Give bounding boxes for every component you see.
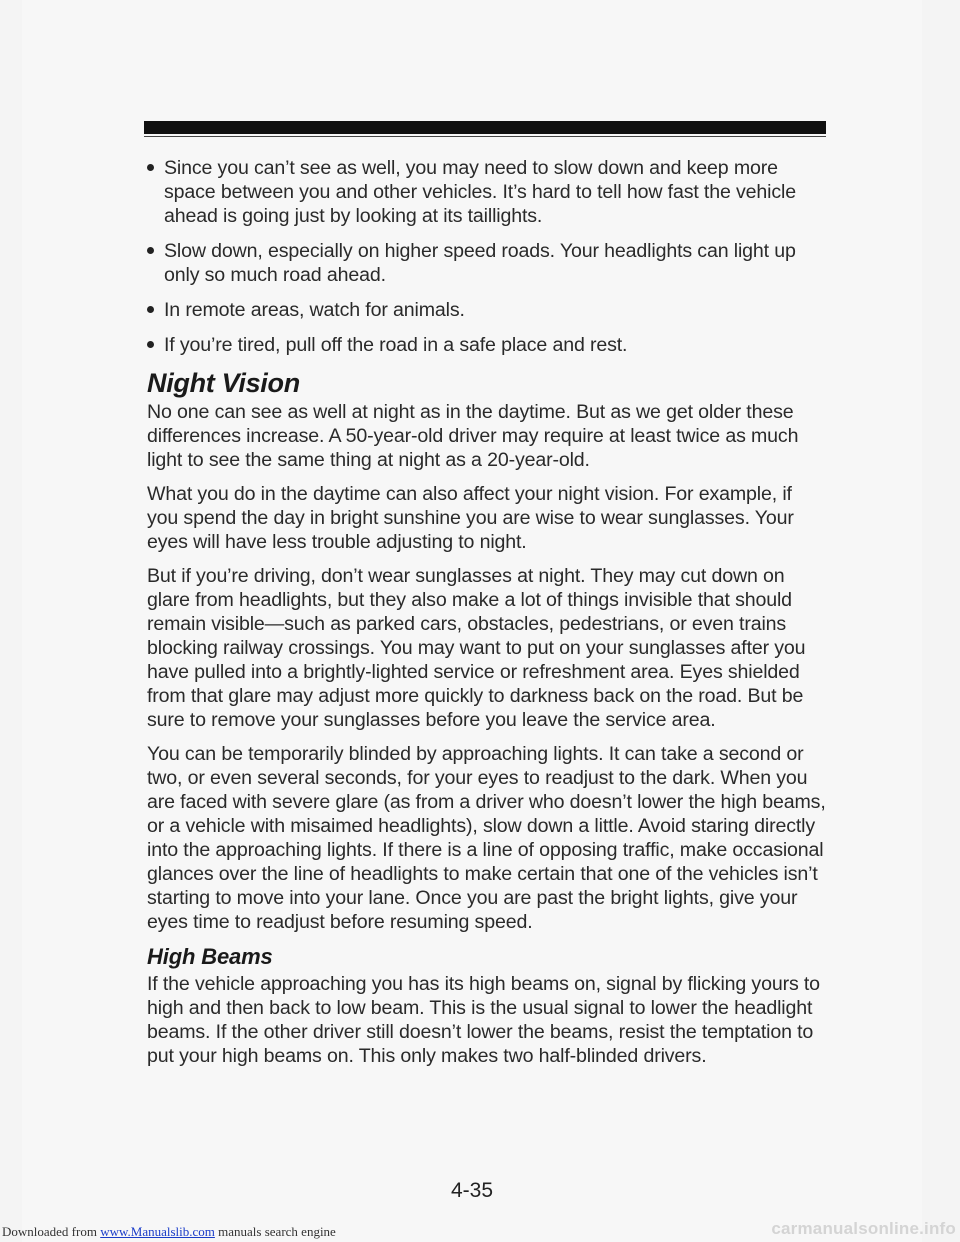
paragraph: But if you’re driving, don’t wear sunglasses at night. They may cut down on glare from headlights, but they also make a lot of things invisible that should remain visible—such as parked cars, obstacles, pedestrians, or even trains blocking railway crossings. You may want to put on your sunglasses after you have pulled into a brightly-lighted service or refreshment area. Eyes shielded from that glare may adjust more quickly to darkness back on the road. But be sure to remove your sunglasses before you leave the service area. [147, 565, 806, 731]
list-item-text: In remote areas, watch for animals. [164, 299, 465, 321]
watermark: carmanualsonline.info [771, 1219, 956, 1238]
manual-page [22, 0, 922, 1242]
bullet-icon [147, 341, 154, 348]
header-rule [144, 121, 826, 134]
list-item-text: Slow down, especially on higher speed roads. Your headlights can light up only so much road ahead. [164, 240, 796, 286]
tips-list [147, 156, 827, 357]
list-item-text: Since you can’t see as well, you may need to slow down and keep more space between you and other vehicles. It’s hard to tell how fast the vehicle ahead is going just by looking at its taillights. [164, 157, 796, 227]
manualslib-link[interactable]: www.Manualslib.com [100, 1224, 215, 1239]
paragraph: If the vehicle approaching you has its high beams on, signal by flicking yours to high and then back to low beam. This is the usual signal to lower the headlight beams. If the other driver still doesn’t lower the beams, resist the temptation to put your high beams on. This only makes two half-blinded drivers. [147, 973, 820, 1067]
download-footer [2, 1224, 336, 1240]
section-heading-high-beams: High Beams [147, 944, 273, 969]
paragraph: What you do in the daytime can also affect your night vision. For example, if you spend the day in bright sunshine you are wise to wear sunglasses. Your eyes will have less trouble adjusting to night. [147, 483, 794, 553]
footer-suffix: manuals search engine [214, 1224, 336, 1239]
paragraph: You can be temporarily blinded by approaching lights. It can take a second or two, or even several seconds, for your eyes to readjust to the dark. When you are faced with severe glare (as from a driver who doesn’t lower the high beams, or a vehicle with misaimed headlights), slow down a little. Avoid staring directly into the approaching lights. If there is a line of opposing traffic, make occasional glances over the line of headlights to make certain that one of the vehicles isn’t starting to move into your lane. Once you are past the bright lights, give your eyes time to readjust before resuming speed. [147, 743, 826, 933]
page-content [147, 156, 827, 1078]
page-number: 4-35 [450, 1179, 494, 1202]
list-item [147, 298, 827, 322]
bullet-icon [147, 306, 154, 313]
list-item [147, 156, 827, 228]
bullet-icon [147, 164, 154, 171]
list-item-text: If you’re tired, pull off the road in a safe place and rest. [164, 334, 628, 356]
paragraph: No one can see as well at night as in the daytime. But as we get older these differences increase. A 50-year-old driver may require at least twice as much light to see the same thing at night as a 20-year-old. [147, 401, 799, 471]
bullet-icon [147, 247, 154, 254]
section-heading-night-vision: Night Vision [147, 368, 300, 398]
footer-prefix: Downloaded from [2, 1224, 101, 1239]
list-item [147, 333, 827, 357]
list-item [147, 239, 827, 287]
